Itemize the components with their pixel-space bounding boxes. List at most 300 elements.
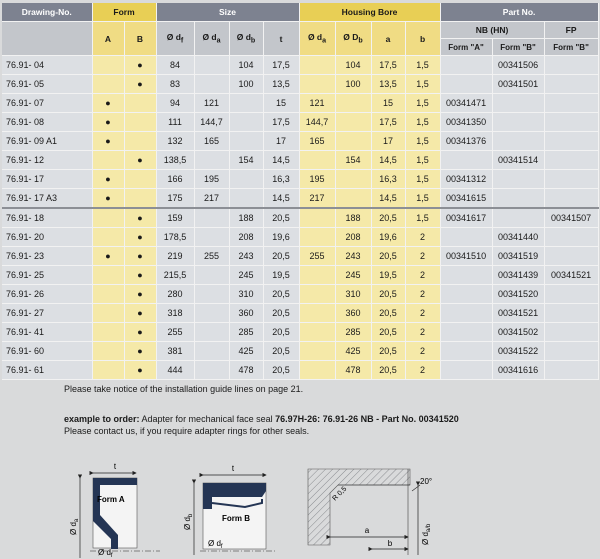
table-row [2, 208, 598, 228]
contact-note: Please contact us, if you require adapter rings for other seals. [64, 426, 310, 436]
size-db-cell: 104 [229, 56, 263, 75]
col-housing-a-header: a [371, 22, 405, 56]
nb-form-b-cell [492, 94, 544, 113]
nb-hn-header: NB (HN) [440, 22, 544, 39]
size-t-cell: 13,5 [263, 75, 299, 94]
size-da-cell [194, 285, 229, 304]
form-a-cell [92, 304, 124, 323]
table-row [2, 132, 598, 151]
housing-a-cell: 17,5 [371, 56, 405, 75]
housing-db-cell [335, 94, 371, 113]
housing-a-cell: 20,5 [371, 208, 405, 228]
size-t-cell: 19,6 [263, 228, 299, 247]
housing-da-cell [299, 208, 335, 228]
nb-form-a-cell [440, 228, 492, 247]
nb-form-a-cell: 00341350 [440, 113, 492, 132]
size-t-cell: 20,5 [263, 304, 299, 323]
size-db-cell: 188 [229, 208, 263, 228]
nb-form-b-cell: 00341522 [492, 342, 544, 361]
housing-db-cell: 104 [335, 56, 371, 75]
housing-a-cell: 20,5 [371, 323, 405, 342]
housing-b-cell: 2 [405, 361, 440, 380]
form-b-df-label: Ø $d_f$ [208, 539, 223, 550]
housing-db-cell: 360 [335, 304, 371, 323]
housing-db-cell: 243 [335, 247, 371, 266]
drawing-no-cell: 76.91- 27 [2, 304, 92, 323]
housing-b-cell: 1,5 [405, 113, 440, 132]
housing-db-cell: 100 [335, 75, 371, 94]
form-a-cell [92, 361, 124, 380]
form-b-cell: ● [124, 342, 156, 361]
nb-form-b-cell [492, 208, 544, 228]
size-df-cell: 138,5 [156, 151, 194, 170]
size-db-cell [229, 189, 263, 209]
size-t-cell: 20,5 [263, 285, 299, 304]
nb-form-b-cell: 00341519 [492, 247, 544, 266]
housing-da-cell [299, 323, 335, 342]
size-df-cell: 84 [156, 56, 194, 75]
table-row [2, 189, 598, 209]
size-df-cell: 381 [156, 342, 194, 361]
size-df-cell: 318 [156, 304, 194, 323]
drawing-no-cell: 76.91- 61 [2, 361, 92, 380]
fp-form-b-cell [544, 323, 598, 342]
fp-form-b-cell [544, 170, 598, 189]
size-t-cell: 20,5 [263, 247, 299, 266]
part-no-header: Part No. [440, 3, 598, 22]
housing-db-cell: 425 [335, 342, 371, 361]
housing-db-cell: 310 [335, 285, 371, 304]
nb-form-a-cell [440, 56, 492, 75]
order-example: example to order: Adapter for mechanical face seal 76.97H-26: 76.91-26 NB - Part No. 00341520 [64, 414, 459, 424]
table-row [2, 113, 598, 132]
col-df-header: Ø $d_f$ [156, 22, 194, 56]
col-b-header: B [124, 22, 156, 56]
housing-a-cell: 14,5 [371, 189, 405, 209]
size-da-cell [194, 56, 229, 75]
size-da-cell [194, 342, 229, 361]
size-da-cell [194, 361, 229, 380]
housing-db-cell [335, 132, 371, 151]
size-db-cell: 478 [229, 361, 263, 380]
nb-form-b-cell: 00341502 [492, 323, 544, 342]
nb-form-a-cell: 00341376 [440, 132, 492, 151]
drawing-no-cell: 76.91- 26 [2, 285, 92, 304]
table-row [2, 56, 598, 75]
install-note: Please take notice of the installation guide lines on page 21. [64, 384, 304, 394]
housing-b-cell: 2 [405, 266, 440, 285]
housing-db-cell [335, 113, 371, 132]
col-t-header: t [263, 22, 299, 56]
fp-form-b-cell [544, 94, 598, 113]
drawing-no-cell: 76.91- 23 [2, 247, 92, 266]
form-b-cell: ● [124, 285, 156, 304]
form-a-cell [92, 208, 124, 228]
table-row [2, 75, 598, 94]
table-row [2, 342, 598, 361]
drawing-no-subheader [2, 22, 92, 56]
size-db-cell: 154 [229, 151, 263, 170]
size-db-cell: 310 [229, 285, 263, 304]
housing-b-cell: 1,5 [405, 132, 440, 151]
form-header: Form [92, 3, 156, 22]
fp-header: FP [544, 22, 598, 39]
size-da-cell [194, 208, 229, 228]
table-row [2, 285, 598, 304]
nb-form-a-cell [440, 75, 492, 94]
nb-form-a-header: Form "A" [440, 39, 492, 56]
table-row [2, 151, 598, 170]
form-a-df-label: Ø $d_f$ [98, 548, 113, 559]
form-a-cell: ● [92, 132, 124, 151]
form-a-cell [92, 75, 124, 94]
fp-form-b-cell: 00341521 [544, 266, 598, 285]
form-b-cell: ● [124, 56, 156, 75]
form-b-cell: ● [124, 228, 156, 247]
nb-form-b-cell: 00341514 [492, 151, 544, 170]
form-b-cell: ● [124, 361, 156, 380]
fp-form-b-header: Form "B" [544, 39, 598, 56]
housing-da-cell [299, 285, 335, 304]
nb-form-a-cell [440, 151, 492, 170]
housing-b-cell: 2 [405, 323, 440, 342]
size-db-cell [229, 170, 263, 189]
size-db-cell: 208 [229, 228, 263, 247]
size-da-cell [194, 323, 229, 342]
form-b-cell: ● [124, 323, 156, 342]
nb-form-b-cell: 00341616 [492, 361, 544, 380]
size-db-cell: 425 [229, 342, 263, 361]
fp-form-b-cell [544, 285, 598, 304]
size-db-cell: 100 [229, 75, 263, 94]
nb-form-b-cell: 00341520 [492, 285, 544, 304]
housing-b-cell: 1,5 [405, 170, 440, 189]
housing-dadb-label: Ø $d_{a/b}$ [421, 523, 432, 545]
housing-b-cell: 1,5 [405, 208, 440, 228]
form-a-da-label: Ø $d_a$ [69, 518, 80, 535]
table-row [2, 228, 598, 247]
nb-form-a-cell: 00341617 [440, 208, 492, 228]
fp-form-b-cell [544, 228, 598, 247]
size-t-cell: 17 [263, 132, 299, 151]
nb-form-b-cell: 00341521 [492, 304, 544, 323]
housing-a-label: a [364, 526, 370, 535]
form-b-cell: ● [124, 208, 156, 228]
housing-da-cell [299, 75, 335, 94]
housing-da-cell: 144,7 [299, 113, 335, 132]
table-row [2, 361, 598, 380]
form-a-cell [92, 56, 124, 75]
housing-radius-label: R 0,5 [331, 485, 349, 503]
nb-form-a-cell [440, 285, 492, 304]
fp-form-b-cell [544, 304, 598, 323]
drawing-no-cell: 76.91- 05 [2, 75, 92, 94]
specification-table [2, 3, 599, 380]
size-df-cell: 215,5 [156, 266, 194, 285]
size-t-cell: 16,3 [263, 170, 299, 189]
size-da-cell: 165 [194, 132, 229, 151]
housing-da-cell [299, 342, 335, 361]
form-b-cell: ● [124, 151, 156, 170]
nb-form-b-cell: 00341501 [492, 75, 544, 94]
housing-da-cell: 121 [299, 94, 335, 113]
size-t-cell: 20,5 [263, 208, 299, 228]
form-b-cell [124, 170, 156, 189]
fp-form-b-cell [544, 75, 598, 94]
form-a-cell: ● [92, 113, 124, 132]
col-a-header: A [92, 22, 124, 56]
form-a-cell [92, 323, 124, 342]
size-df-cell: 255 [156, 323, 194, 342]
housing-db-cell: 208 [335, 228, 371, 247]
size-df-cell: 175 [156, 189, 194, 209]
size-df-cell: 166 [156, 170, 194, 189]
size-da-cell [194, 304, 229, 323]
header-row-columns [2, 22, 598, 39]
form-a-cell: ● [92, 189, 124, 209]
size-da-cell: 195 [194, 170, 229, 189]
nb-form-a-cell: 00341312 [440, 170, 492, 189]
housing-db-cell: 154 [335, 151, 371, 170]
housing-da-cell: 217 [299, 189, 335, 209]
size-da-cell: 217 [194, 189, 229, 209]
housing-da-cell [299, 266, 335, 285]
nb-form-a-cell [440, 266, 492, 285]
nb-form-b-cell: 00341440 [492, 228, 544, 247]
drawing-no-cell: 76.91- 07 [2, 94, 92, 113]
table-row [2, 304, 598, 323]
fp-form-b-cell [544, 113, 598, 132]
form-b-cell: ● [124, 266, 156, 285]
size-df-cell: 219 [156, 247, 194, 266]
housing-a-cell: 20,5 [371, 361, 405, 380]
housing-db-cell [335, 170, 371, 189]
size-da-cell [194, 151, 229, 170]
form-a-cell [92, 151, 124, 170]
form-b-db-label: Ø $d_b$ [183, 513, 194, 530]
housing-b-cell: 2 [405, 342, 440, 361]
size-t-cell: 20,5 [263, 361, 299, 380]
drawing-no-cell: 76.91- 08 [2, 113, 92, 132]
size-da-cell [194, 266, 229, 285]
housing-b-cell: 1,5 [405, 75, 440, 94]
housing-a-cell: 20,5 [371, 304, 405, 323]
drawing-no-cell: 76.91- 04 [2, 56, 92, 75]
table-row [2, 170, 598, 189]
housing-a-cell: 20,5 [371, 247, 405, 266]
nb-form-b-header: Form "B" [492, 39, 544, 56]
drawing-no-cell: 76.91- 25 [2, 266, 92, 285]
size-db-cell [229, 132, 263, 151]
fp-form-b-cell: 00341507 [544, 208, 598, 228]
housing-a-cell: 17 [371, 132, 405, 151]
form-a-label: Form A [97, 495, 125, 504]
size-t-cell: 15 [263, 94, 299, 113]
housing-da-cell [299, 228, 335, 247]
housing-a-cell: 20,5 [371, 342, 405, 361]
size-df-cell: 444 [156, 361, 194, 380]
size-df-cell: 159 [156, 208, 194, 228]
housing-db-cell: 285 [335, 323, 371, 342]
size-db-cell: 245 [229, 266, 263, 285]
housing-b-cell: 2 [405, 304, 440, 323]
housing-da-cell [299, 151, 335, 170]
housing-bore-header: Housing Bore [299, 3, 440, 22]
housing-da-cell [299, 304, 335, 323]
housing-b-label: b [387, 539, 393, 548]
fp-form-b-cell [544, 247, 598, 266]
housing-da-cell [299, 361, 335, 380]
nb-form-b-cell [492, 113, 544, 132]
housing-a-cell: 19,5 [371, 266, 405, 285]
drawing-no-cell: 76.91- 18 [2, 208, 92, 228]
housing-db-cell [335, 189, 371, 209]
nb-form-a-cell: 00341510 [440, 247, 492, 266]
table-row [2, 247, 598, 266]
form-b-cell [124, 132, 156, 151]
housing-b-cell: 1,5 [405, 151, 440, 170]
form-b-cell: ● [124, 75, 156, 94]
form-b-cell: ● [124, 247, 156, 266]
nb-form-b-cell [492, 189, 544, 209]
form-b-cell: ● [124, 304, 156, 323]
header-row-groups [2, 3, 598, 22]
housing-a-cell: 17,5 [371, 113, 405, 132]
housing-da-cell: 195 [299, 170, 335, 189]
housing-a-cell: 16,3 [371, 170, 405, 189]
form-b-t-label: t [231, 464, 235, 473]
size-df-cell: 132 [156, 132, 194, 151]
drawing-no-header: Drawing-No. [2, 3, 92, 22]
housing-da-cell: 165 [299, 132, 335, 151]
size-t-cell: 19,5 [263, 266, 299, 285]
size-df-cell: 83 [156, 75, 194, 94]
size-da-cell: 144,7 [194, 113, 229, 132]
size-df-cell: 111 [156, 113, 194, 132]
form-b-cell [124, 94, 156, 113]
housing-a-cell: 13,5 [371, 75, 405, 94]
drawing-no-cell: 76.91- 20 [2, 228, 92, 247]
size-db-cell [229, 113, 263, 132]
housing-b-cell: 2 [405, 228, 440, 247]
size-t-cell: 17,5 [263, 56, 299, 75]
nb-form-b-cell: 00341506 [492, 56, 544, 75]
housing-b-cell: 2 [405, 247, 440, 266]
housing-da-cell [299, 56, 335, 75]
housing-da-cell: 255 [299, 247, 335, 266]
form-a-drawing [69, 462, 160, 559]
housing-db-cell: 478 [335, 361, 371, 380]
nb-form-a-cell: 00341615 [440, 189, 492, 209]
table-row [2, 266, 598, 285]
drawing-no-cell: 76.91- 12 [2, 151, 92, 170]
size-header: Size [156, 3, 299, 22]
form-a-cell [92, 228, 124, 247]
fp-form-b-cell [544, 132, 598, 151]
housing-b-cell: 1,5 [405, 189, 440, 209]
size-t-cell: 20,5 [263, 342, 299, 361]
fp-form-b-cell [544, 189, 598, 209]
drawing-no-cell: 76.91- 17 [2, 170, 92, 189]
housing-drawing [308, 469, 432, 555]
technical-drawings [0, 455, 600, 559]
housing-a-cell: 20,5 [371, 285, 405, 304]
housing-db-cell: 188 [335, 208, 371, 228]
form-a-cell [92, 285, 124, 304]
size-t-cell: 20,5 [263, 323, 299, 342]
nb-form-a-cell [440, 323, 492, 342]
form-a-cell: ● [92, 170, 124, 189]
nb-form-b-cell [492, 170, 544, 189]
form-b-label: Form B [222, 514, 250, 523]
fp-form-b-cell [544, 342, 598, 361]
table-row [2, 94, 598, 113]
drawing-no-cell: 76.91- 60 [2, 342, 92, 361]
form-a-cell: ● [92, 94, 124, 113]
drawing-no-cell: 76.91- 41 [2, 323, 92, 342]
size-db-cell: 243 [229, 247, 263, 266]
col-housing-da-header: Ø $d_a$ [299, 22, 335, 56]
housing-b-cell: 1,5 [405, 56, 440, 75]
housing-db-cell: 245 [335, 266, 371, 285]
drawing-no-cell: 76.91- 09 A1 [2, 132, 92, 151]
form-b-cell [124, 113, 156, 132]
housing-a-cell: 15 [371, 94, 405, 113]
notes [64, 383, 459, 437]
col-da-header: Ø $d_a$ [194, 22, 229, 56]
col-housing-b-header: b [405, 22, 440, 56]
size-t-cell: 17,5 [263, 113, 299, 132]
form-a-cell: ● [92, 247, 124, 266]
fp-form-b-cell [544, 56, 598, 75]
housing-a-cell: 19,6 [371, 228, 405, 247]
size-da-cell: 121 [194, 94, 229, 113]
col-housing-db-header: Ø $D_b$ [335, 22, 371, 56]
size-da-cell: 255 [194, 247, 229, 266]
size-da-cell [194, 75, 229, 94]
housing-a-cell: 14,5 [371, 151, 405, 170]
nb-form-b-cell [492, 132, 544, 151]
nb-form-a-cell [440, 361, 492, 380]
col-db-header: Ø $d_b$ [229, 22, 263, 56]
nb-form-b-cell: 00341439 [492, 266, 544, 285]
fp-form-b-cell [544, 361, 598, 380]
housing-b-cell: 2 [405, 285, 440, 304]
form-a-t-label: t [113, 462, 117, 471]
size-da-cell [194, 228, 229, 247]
nb-form-a-cell: 00341471 [440, 94, 492, 113]
form-a-cell [92, 342, 124, 361]
fp-form-b-cell [544, 151, 598, 170]
size-db-cell [229, 94, 263, 113]
drawing-no-cell: 76.91- 17 A3 [2, 189, 92, 209]
size-db-cell: 285 [229, 323, 263, 342]
size-t-cell: 14,5 [263, 151, 299, 170]
size-df-cell: 178,5 [156, 228, 194, 247]
nb-form-a-cell [440, 304, 492, 323]
size-df-cell: 94 [156, 94, 194, 113]
size-db-cell: 360 [229, 304, 263, 323]
form-b-cell [124, 189, 156, 209]
form-a-cell [92, 266, 124, 285]
table-row [2, 323, 598, 342]
housing-angle-label: 20° [420, 477, 433, 486]
size-t-cell: 14,5 [263, 189, 299, 209]
form-b-drawing [183, 464, 275, 555]
size-df-cell: 280 [156, 285, 194, 304]
nb-form-a-cell [440, 342, 492, 361]
housing-b-cell: 1,5 [405, 94, 440, 113]
